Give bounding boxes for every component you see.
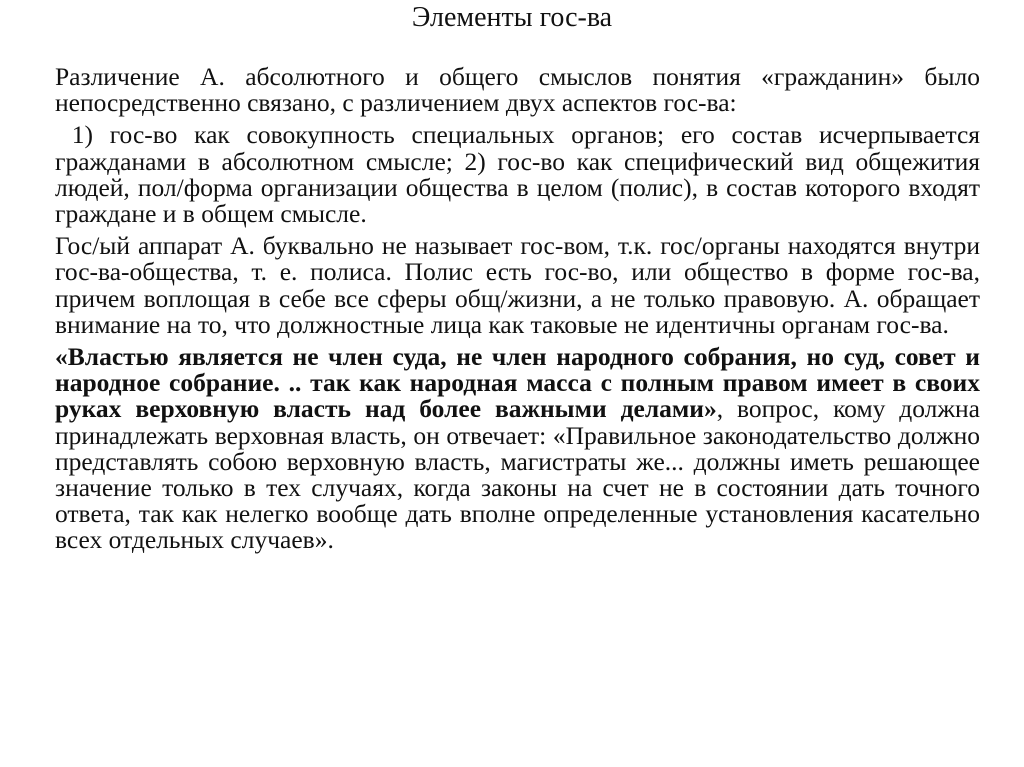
slide-title: Элементы гос-ва [411,2,613,33]
paragraph-2: 1) гос-во как совокупность специальных органов; его состав исчерпывается гражданами в абсолютном смысле; 2) гос-во как специфический вид общежития людей, пол/форма организации общества в целом (полис), в состав которого входят граждане и в общем смысле. [55,120,987,229]
slide-body [55,62,987,560]
quote-bold: «Властью является не член суда, не член народного собрания, но суд, совет и народное собрание. .. так как народная масса с полным правом имеет в своих руках верховную власть над более важными делами» [55,342,980,424]
paragraph-4-text: , вопрос, кому должна принадлежать верховная власть, он отвечает: «Правильное законодательство должно представлять собою верховную власть, магистраты же... должны иметь решающее значение только в тех случаях, когда законы на счет не в состоянии дать точного ответа, так как нелегко вообще дать вполне определенные установления касательно всех отдельных случаев». [55,394,980,555]
paragraph-3: Гос/ый аппарат А. буквально не называет гос-вом, т.к. гос/органы находятся внутри гос-ва-общества, т. е. полиса. Полис есть гос-во, или общество в форме гос-ва, причем воплощая в себе все сферы общ/жизни, а не только правовую. А. обращает внимание на то, что должностные лица как таковые не идентичны органам гос-ва. [55,231,980,339]
paragraph-4 [55,344,980,554]
paragraph-1: Различение А. абсолютного и общего смыслов понятия «гражданин» было непосредственно связано, с различением двух аспектов гос-ва: [55,62,980,118]
